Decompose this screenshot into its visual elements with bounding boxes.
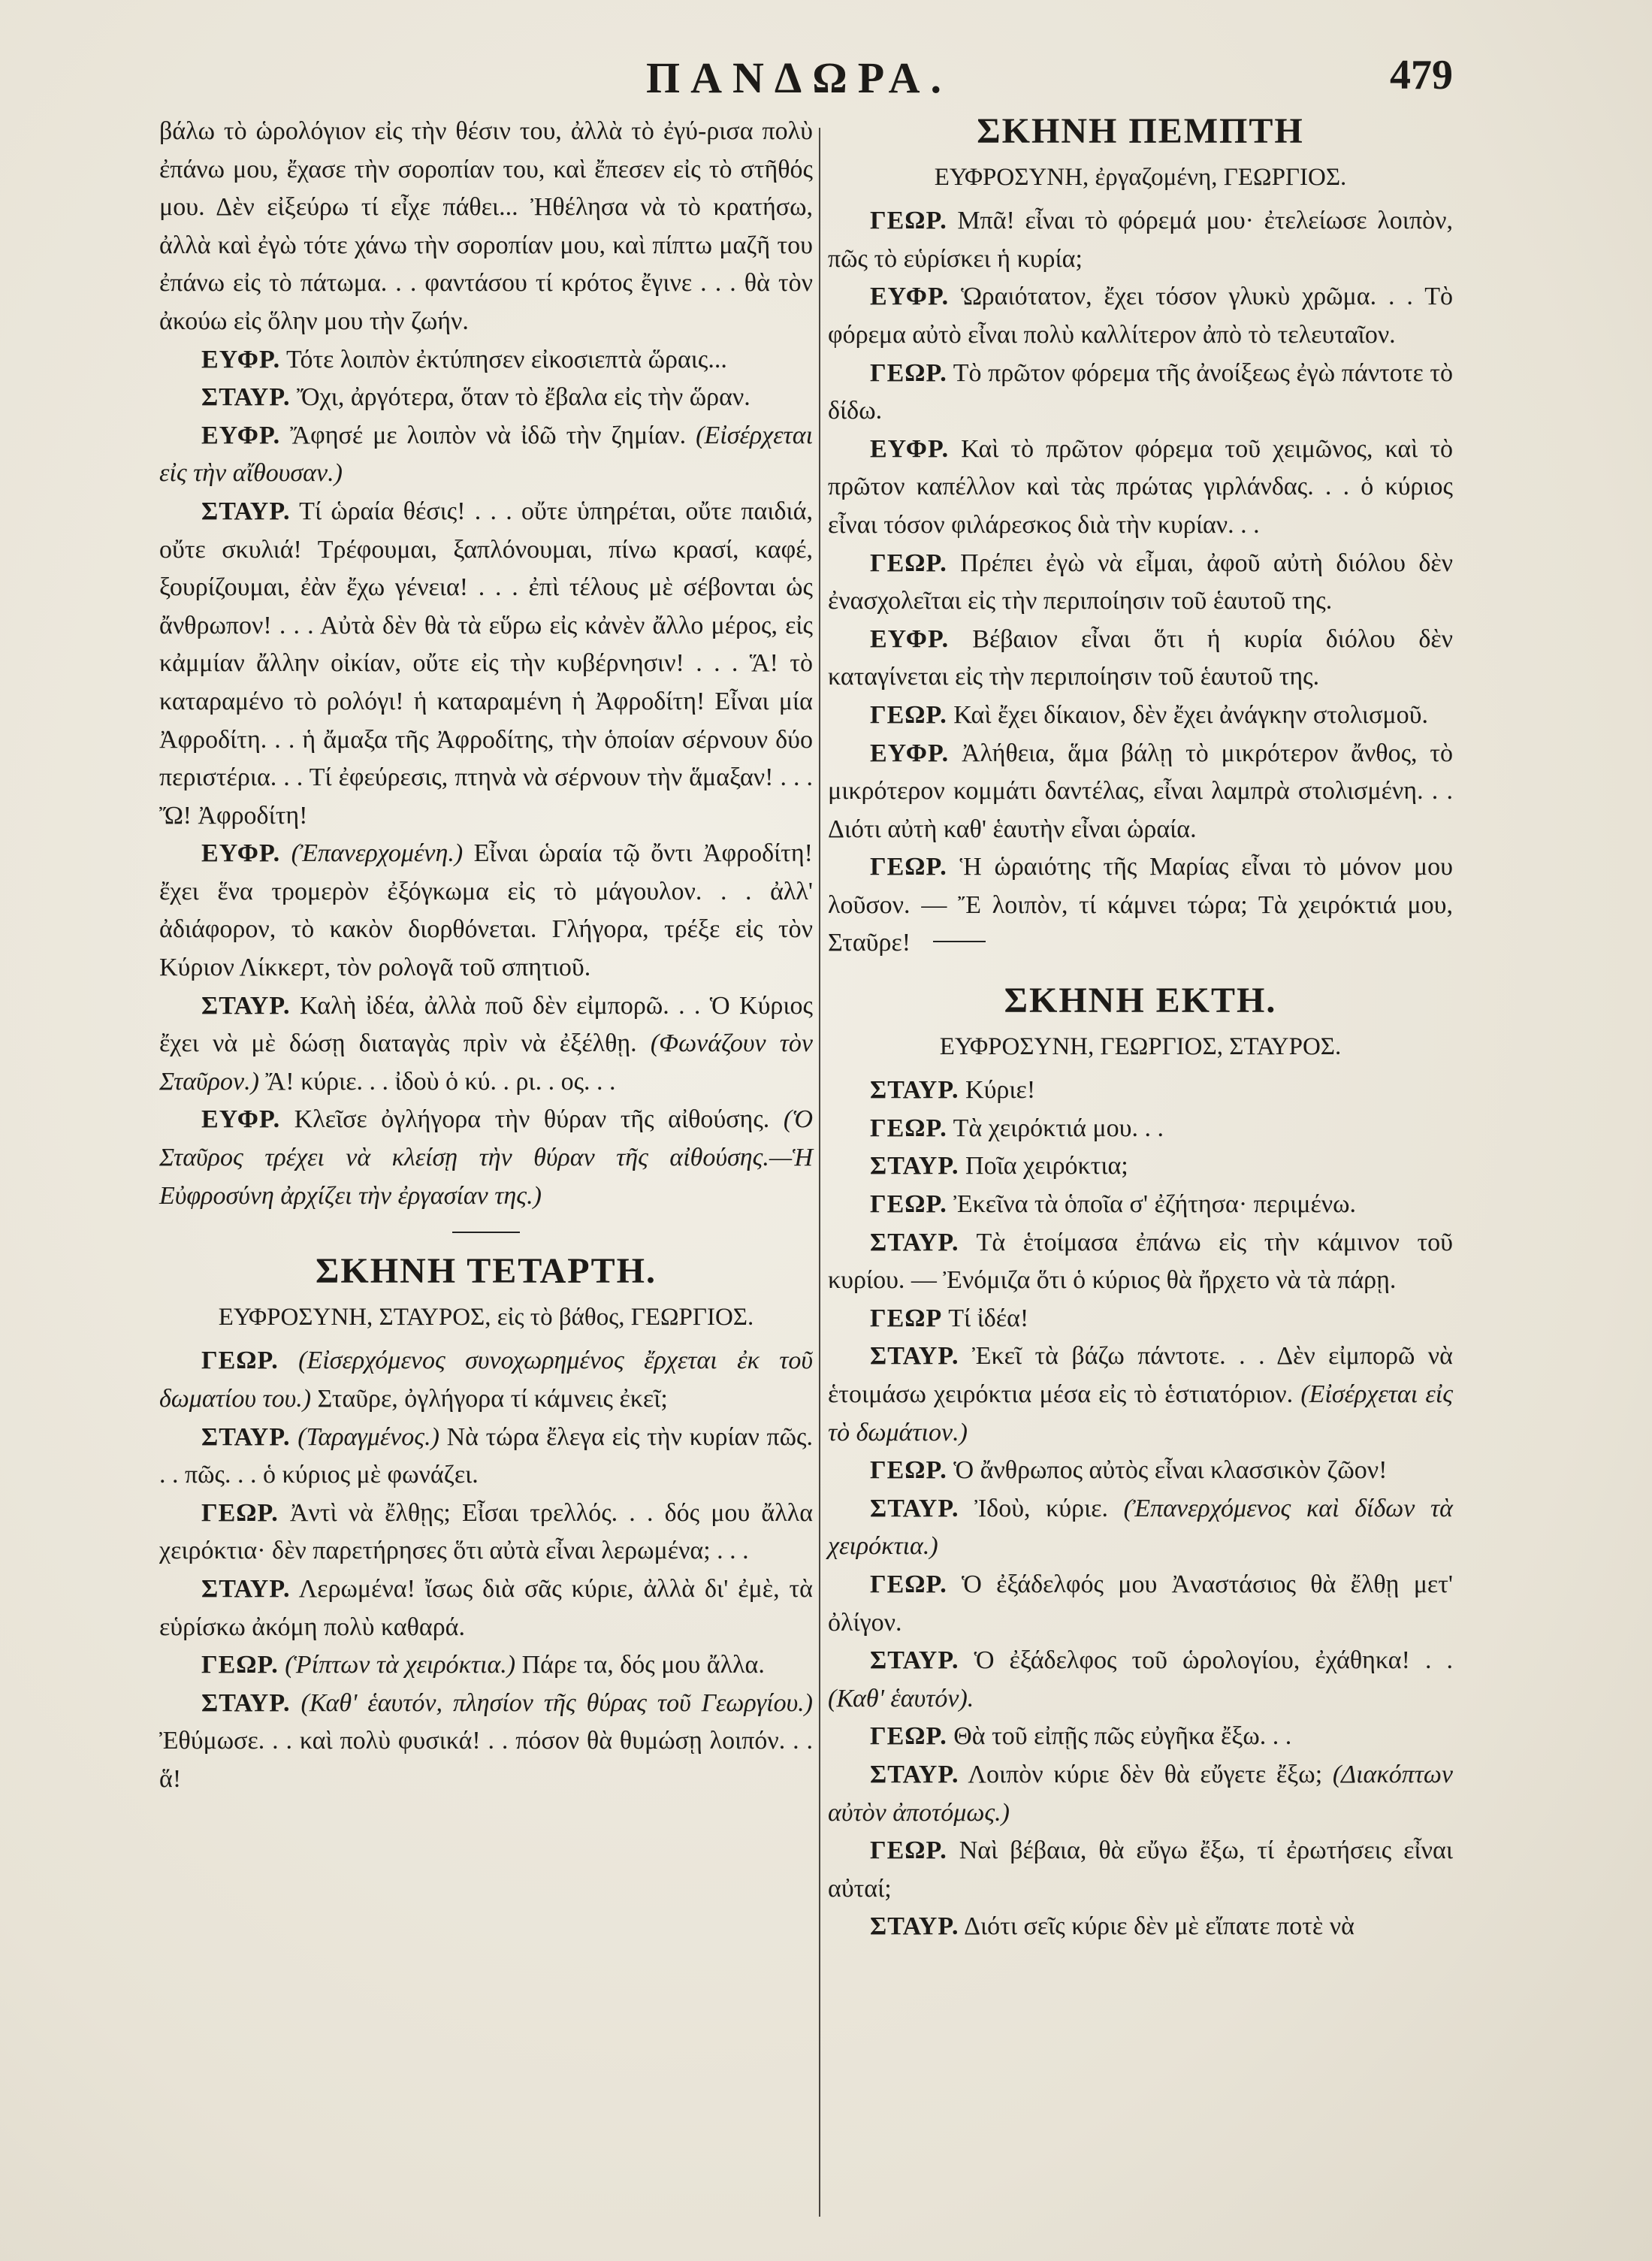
speech-text: Μπᾶ! εἶναι τὸ φόρεμά μου· ἐτελείωσε λοιπὸν, πῶς τὸ εὑρίσκει ἡ κυρία; bbox=[828, 207, 1453, 273]
speech-text: Ἀντὶ νὰ ἔλθῃς; Εἶσαι τρελλός. . . δός μου ἄλλα χειρόκτια· δὲν παρετήρησες ὅτι αὐτὰ εἶναι λερωμένα; . . . bbox=[159, 1498, 814, 1565]
speaker-name: ΕΥΦΡ. bbox=[870, 283, 950, 311]
speaker-name: ΓΕΩΡ. bbox=[201, 1651, 279, 1679]
stage-direction: (Ῥίπτων τὰ χειρόκτια.) bbox=[285, 1651, 516, 1679]
speaker-name: ΣΤΑΥΡ. bbox=[870, 1760, 959, 1788]
speech-text: Πάρε τα, δός μου ἄλλα. bbox=[521, 1651, 765, 1679]
stage-direction: (Διακόπτων αὐτὸν ἀποτόμως.) bbox=[828, 1760, 1454, 1827]
stage-direction: (Εἰσέρχεται εἰς τὴν αἴθουσαν.) bbox=[159, 421, 814, 488]
speech-text: Τί ἰδέα! bbox=[948, 1304, 1029, 1332]
speaker-name: ΓΕΩΡ. bbox=[870, 358, 947, 387]
speaker-name: ΣΤΑΥΡ. bbox=[201, 497, 291, 525]
speech-paragraph bbox=[828, 1908, 1453, 1946]
speech-text: Λερωμένα! ἴσως διὰ σᾶς κύριε, ἀλλὰ δι' ἐμὲ, τὰ εὑρίσκω ἀκόμη πολὺ καθαρά. bbox=[159, 1574, 813, 1641]
speech-paragraph bbox=[828, 1224, 1453, 1300]
page-number: 479 bbox=[1390, 52, 1453, 98]
page-header bbox=[0, 45, 1652, 105]
speech-paragraph bbox=[828, 848, 1453, 963]
speaker-name: ΕΥΦΡ. bbox=[870, 624, 950, 653]
speech-paragraph bbox=[828, 1072, 1453, 1110]
speech-text: Τὰ χειρόκτιά μου. . . bbox=[953, 1114, 1164, 1142]
speech-paragraph bbox=[828, 697, 1453, 735]
stage-direction: (Ὁ Σταῦρος τρέχει νὰ κλείσῃ τὴν θύραν τῆς αἰθούσης.—Ἡ Εὐφροσύνη ἀρχίζει τὴν ἐργασίαν της.) bbox=[159, 1105, 814, 1210]
right-column bbox=[828, 113, 1453, 1946]
speaker-name: ΣΤΑΥΡ. bbox=[201, 1574, 291, 1603]
speech-paragraph bbox=[828, 431, 1453, 545]
stage-direction: (Εἰσέρχεται εἰς τὸ δωμάτιον.) bbox=[828, 1380, 1454, 1446]
running-title: ΠΑΝΔΩΡΑ. bbox=[646, 53, 952, 102]
speech-text: Σταῦρε, ὀγλήγορα τί κάμνεις ἐκεῖ; bbox=[317, 1385, 668, 1413]
speaker-name: ΣΤΑΥΡ. bbox=[201, 1422, 291, 1451]
speech-paragraph bbox=[159, 987, 813, 1102]
speech-paragraph bbox=[159, 379, 813, 417]
speech-text: Ὁ ἐξάδελφος τοῦ ὡρολογίου, ἐχάθηκα! . . bbox=[974, 1646, 1453, 1675]
speech-text: Κύριε! bbox=[965, 1076, 1036, 1105]
speech-paragraph bbox=[828, 621, 1453, 697]
speaker-name: ΕΥΦΡ. bbox=[870, 434, 950, 463]
speech-text: Ναὶ βέβαια, θὰ εὔγω ἔξω, τί ἐρωτήσεις εἶναι αὐταί; bbox=[828, 1836, 1453, 1903]
speaker-name: ΓΕΩΡ. bbox=[870, 1570, 947, 1598]
speech-text: Καὶ ἔχει δίκαιον, δὲν ἔχει ἀνάγκην στολισμοῦ. bbox=[953, 700, 1428, 729]
speaker-name: ΓΕΩΡ. bbox=[870, 207, 947, 235]
scene-title: ΣΚΗΝΗ ΕΚΤΗ. bbox=[1004, 981, 1277, 1021]
speech-text: Ὁ ἄνθρωπος αὐτὸς εἶναι κλασσικὸν ζῶον! bbox=[953, 1456, 1388, 1485]
speech-text: Εἶναι ὡραία τῷ ὄντι Ἀφροδίτη! ἔχει ἕνα τρομερὸν ἐξόγκωμα εἰς τὸ μάγουλον. . . ἀλλ' ἀδιάφορον, τὸ κακὸν διορθόνεται. Γλήγορα, τρέξε εἰς τὸν Κύριον Λίκκερτ, τὸν ρολογᾶ τοῦ σπητιοῦ. bbox=[159, 839, 814, 982]
speech-text: Ὡραιότατον, ἔχει τόσον γλυκὺ χρῶμα. . . Τὸ φόρεμα αὐτὸ εἶναι πολὺ καλλίτερον ἀπὸ τὸ τελευταῖον. bbox=[828, 283, 1453, 349]
speech-text: Ἐθύμωσε. . . καὶ πολὺ φυσικά! . . πόσον θὰ θυμώσῃ λοιπόν. . . ἅ! bbox=[159, 1727, 813, 1793]
stage-direction: (Καθ' ἑαυτόν). bbox=[828, 1684, 974, 1712]
left-column bbox=[159, 113, 813, 1799]
stage-direction: (Φωνάζουν τὸν Σταῦρον.) bbox=[159, 1029, 814, 1096]
speech-text: Διότι σεῖς κύριε δὲν μὲ εἴπατε ποτὲ νὰ bbox=[964, 1912, 1355, 1941]
speech-paragraph bbox=[159, 1646, 813, 1685]
speaker-name: ΣΤΑΥΡ. bbox=[870, 1494, 959, 1522]
scene-cast: ΕΥΦΡΟΣΥΝΗ, ΣΤΑΥΡΟΣ, εἰς τὸ βάθος, ΓΕΩΡΓΙΟΣ. bbox=[218, 1303, 754, 1331]
speech-paragraph bbox=[159, 493, 813, 835]
speaker-name: ΣΤΑΥΡ. bbox=[870, 1912, 959, 1941]
speech-paragraph bbox=[828, 355, 1453, 431]
speech-text: Νὰ τώρα ἔλεγα εἰς τὴν κυρίαν πῶς. . . πῶς. . . ὁ κύριος μὲ φωνάζει. bbox=[159, 1422, 814, 1489]
speaker-name: ΕΥΦΡ. bbox=[201, 1105, 281, 1134]
speech-paragraph bbox=[828, 1452, 1453, 1490]
speech-paragraph bbox=[159, 1570, 813, 1646]
speech-text: Ποῖα χειρόκτια; bbox=[965, 1152, 1128, 1180]
speech-paragraph bbox=[828, 1490, 1453, 1566]
speaker-name: ΕΥΦΡ. bbox=[201, 839, 281, 868]
speech-text: Ἐκεῖνα τὰ ὁποῖα σ' ἐζήτησα· περιμένω. bbox=[953, 1190, 1356, 1219]
speaker-name: ΣΤΑΥΡ. bbox=[870, 1646, 959, 1675]
speech-text: Ἀλήθεια, ἅμα βάλῃ τὸ μικρότερον ἄνθος, τὸ μικρότερον κομμάτι δαντέλας, εἶναι λαμπρὰ στολισμένη. . . Διότι αὐτὴ καθ' ἑαυτὴν εἶναι ὡραία. bbox=[828, 739, 1454, 843]
speaker-name: ΣΤΑΥΡ. bbox=[870, 1342, 959, 1371]
speech-paragraph bbox=[828, 545, 1453, 621]
speech-paragraph bbox=[159, 1101, 813, 1215]
speech-text: Τὰ ἑτοίμασα ἐπάνω εἰς τὴν κάμινον τοῦ κυρίου. — Ἐνόμιζα ὅτι ὁ κύριος θὰ ἤρχετο νὰ τὰ πάρῃ. bbox=[828, 1228, 1453, 1295]
scene-title: ΣΚΗΝΗ ΤΕΤΑΡΤΗ. bbox=[316, 1251, 657, 1292]
speaker-name: ΣΤΑΥΡ. bbox=[201, 1688, 291, 1717]
speech-paragraph bbox=[828, 202, 1453, 278]
speaker-name: ΓΕΩΡ. bbox=[201, 1498, 279, 1527]
scene-cast: ΕΥΦΡΟΣΥΝΗ, ΓΕΩΡΓΙΟΣ, ΣΤΑΥΡΟΣ. bbox=[939, 1032, 1342, 1060]
speech-text: Καλὴ ἰδέα, ἀλλὰ ποῦ δὲν εἰμπορῶ. . . Ὁ Κύριος ἔχει νὰ μὲ δώσῃ διαταγὰς πρὶν νὰ ἐξέλθῃ. bbox=[159, 991, 813, 1058]
speaker-name: ΣΤΑΥΡ. bbox=[201, 383, 291, 412]
speech-text: Καὶ τὸ πρῶτον φόρεμα τοῦ χειμῶνος, καὶ τὸ πρῶτον καπέλλον καὶ τὰς πρώτας γιρλάνδας. . . ὁ κύριος εἶναι τόσον φιλάρεσκος διὰ τὴν κυρίαν. . . bbox=[828, 434, 1453, 539]
speech-paragraph bbox=[828, 278, 1453, 354]
speech-paragraph bbox=[828, 1300, 1453, 1338]
speech-paragraph bbox=[159, 1495, 813, 1570]
speech-text: Ἐκεῖ τὰ βάζω πάντοτε. . . Δὲν εἰμπορῶ νὰ ἑτοιμάσω χειρόκτια μέσα εἰς τὸ ἑστιατόριον. bbox=[828, 1342, 1453, 1408]
speaker-name: ΓΕΩΡ bbox=[870, 1304, 943, 1332]
speaker-name: ΕΥΦΡ. bbox=[870, 739, 950, 767]
paragraph: βάλω τὸ ὡρολόγιον εἰς τὴν θέσιν του, ἀλλὰ τὸ ἐγύ-ρισα πολὺ ἐπάνω μου, ἔχασε τὴν σοροπίαν του, καὶ ἔπεσεν εἰς τὸ στῆθός μου. Δὲν εἰξεύρω τί εἶχε πάθει... Ἠθέλησα νὰ τὸ κρατήσω, ἀλλὰ καὶ ἐγὼ τότε χάνω τὴν σοροπίαν μου, καὶ πίπτω μαζῆ του ἐπάνω εἰς τὸ πάτωμα. . . φαντάσου τί κρότος ἔγινε . . . θὰ τὸν ἀκούω εἰς ὅλην μου τὴν ζωήν. bbox=[159, 117, 813, 335]
speaker-name: ΓΕΩΡ. bbox=[870, 1722, 947, 1751]
speaker-name: ΣΤΑΥΡ. bbox=[870, 1152, 959, 1180]
speaker-name: ΓΕΩΡ. bbox=[870, 700, 947, 729]
scene-cast: ΕΥΦΡΟΣΥΝΗ, ἐργαζομένη, ΓΕΩΡΓΙΟΣ. bbox=[934, 163, 1347, 191]
speaker-name: ΕΥΦΡ. bbox=[201, 345, 281, 373]
speaker-name: ΓΕΩΡ. bbox=[870, 1836, 947, 1865]
speaker-name: ΕΥΦΡ. bbox=[201, 421, 281, 449]
speaker-name: ΓΕΩΡ. bbox=[870, 549, 947, 577]
scene-separator bbox=[933, 941, 986, 942]
speaker-name: ΣΤΑΥΡ. bbox=[201, 991, 291, 1020]
speaker-name: ΓΕΩΡ. bbox=[870, 1114, 947, 1142]
speaker-name: ΓΕΩΡ. bbox=[870, 1190, 947, 1219]
speech-text: Τὸ πρῶτον φόρεμα τῆς ἀνοίξεως ἐγὼ πάντοτε τὸ δίδω. bbox=[828, 358, 1454, 425]
speech-text: Κλεῖσε ὀγλήγορα τὴν θύραν τῆς αἰθούσης. bbox=[294, 1105, 770, 1134]
speech-text: Ὄχι, ἀργότερα, ὅταν τὸ ἔβαλα εἰς τὴν ὥραν. bbox=[297, 383, 750, 412]
speech-paragraph bbox=[159, 1685, 813, 1799]
speech-text: Βέβαιον εἶναι ὅτι ἡ κυρία διόλου δὲν καταγίνεται εἰς τὴν περιποίησιν τοῦ ἑαυτοῦ της. bbox=[828, 624, 1453, 691]
speaker-name: ΓΕΩΡ. bbox=[201, 1347, 279, 1375]
stage-direction: (Ἐπανερχόμενος καὶ δίδων τὰ χειρόκτια.) bbox=[828, 1494, 1454, 1561]
speech-text: Τότε λοιπὸν ἐκτύπησεν εἰκοσιεπτὰ ὥραις... bbox=[286, 345, 727, 373]
speaker-name: ΓΕΩΡ. bbox=[870, 853, 947, 881]
speech-text: Ἰδοὺ, κύριε. bbox=[974, 1494, 1109, 1522]
stage-direction: (Ταραγμένος.) bbox=[297, 1422, 439, 1451]
speech-paragraph bbox=[828, 1338, 1453, 1452]
speech-text: Πρέπει ἐγὼ νὰ εἶμαι, ἀφοῦ αὐτὴ διόλου δὲν ἐνασχολεῖται εἰς τὴν περιποίησιν τοῦ ἑαυτοῦ της. bbox=[828, 549, 1454, 615]
speech-text: Λοιπὸν κύριε δὲν θὰ εὔγετε ἔξω; bbox=[968, 1760, 1323, 1788]
speech-text: Ἄ! κύριε. . . ἰδοὺ ὁ κύ. . ρι. . ος. . . bbox=[265, 1067, 616, 1096]
speech-text: Ὁ ἐξάδελφός μου Ἀναστάσιος θὰ ἔλθῃ μετ' ὀλίγον. bbox=[828, 1570, 1453, 1637]
speech-paragraph bbox=[828, 1642, 1453, 1718]
speaker-name: ΣΤΑΥΡ. bbox=[870, 1228, 959, 1256]
speech-text: Ἄφησέ με λοιπὸν νὰ ἰδῶ τὴν ζημίαν. bbox=[290, 421, 687, 449]
stage-direction: (Εἰσερχόμενος συνοχωρημένος ἔρχεται ἐκ τοῦ δωματίου του.) bbox=[159, 1347, 814, 1413]
speech-text: Τί ὡραία θέσις! . . . οὔτε ὑπηρέται, οὔτε παιδιά, οὔτε σκυλιά! Τρέφουμαι, ξαπλόνουμαι, πίνω κρασί, καφέ, ξουρίζουμαι, ἐὰν ἔχω γένεια! . . . ἐπὶ τέλους μὲ σέβονται ὡς ἄνθρωπον! . . . Αὐτὰ δὲν θὰ τὰ εὕρω εἰς κἀνὲν ἄλλο μέρος, εἰς κἀμμίαν ἄλλην οἰκίαν, οὔτε εἰς τὴν κυβέρνησιν! . . . Ἅ! τὸ καταραμένο τὸ ρολόγι! ἡ καταραμένη ἡ Ἀφροδίτη! Εἶναι μία Ἀφροδίτη. . . ἡ ἄμαξα τῆς Ἀφροδίτης, τὴν ὁποίαν σέρνουν δύο περιστέρια. . . Τί ἐφεύρεσις, πτηνὰ νὰ σέρνουν τὴν ἅμαξαν! . . . Ὤ! Ἀφροδίτη! bbox=[159, 497, 813, 830]
scene-title: ΣΚΗΝΗ ΠΕΜΠΤΗ bbox=[977, 111, 1304, 151]
speech-paragraph bbox=[828, 1832, 1453, 1908]
speech-paragraph bbox=[159, 835, 813, 987]
speech-paragraph bbox=[828, 735, 1453, 849]
speaker-name: ΓΕΩΡ. bbox=[870, 1456, 947, 1485]
speech-paragraph bbox=[828, 1110, 1453, 1148]
scene-separator bbox=[452, 1232, 520, 1233]
stage-direction: (Ἐπανερχομένη.) bbox=[291, 839, 464, 868]
speech-paragraph bbox=[828, 1718, 1453, 1756]
speech-paragraph bbox=[828, 1186, 1453, 1224]
speech-text: Θὰ τοῦ εἰπῇς πῶς εὐγῆκα ἔξω. . . bbox=[953, 1722, 1292, 1751]
speech-paragraph bbox=[159, 1342, 813, 1418]
speech-text: Ἡ ὡραιότης τῆς Μαρίας εἶναι τὸ μόνον μου λοῦσον. — Ἔ λοιπὸν, τί κάμνει τώρα; Τὰ χειρόκτιά μου, Σταῦρε! bbox=[828, 853, 1453, 957]
speech-paragraph bbox=[159, 417, 813, 493]
speech-paragraph bbox=[828, 1756, 1453, 1832]
speech-paragraph bbox=[159, 1419, 813, 1495]
speech-paragraph bbox=[828, 1566, 1453, 1642]
stage-direction: (Καθ' ἑαυτόν, πλησίον τῆς θύρας τοῦ Γεωργίου.) bbox=[301, 1688, 814, 1717]
speech-paragraph bbox=[159, 341, 813, 379]
speech-paragraph bbox=[828, 1147, 1453, 1186]
column-divider bbox=[819, 128, 820, 2217]
speaker-name: ΣΤΑΥΡ. bbox=[870, 1076, 959, 1105]
